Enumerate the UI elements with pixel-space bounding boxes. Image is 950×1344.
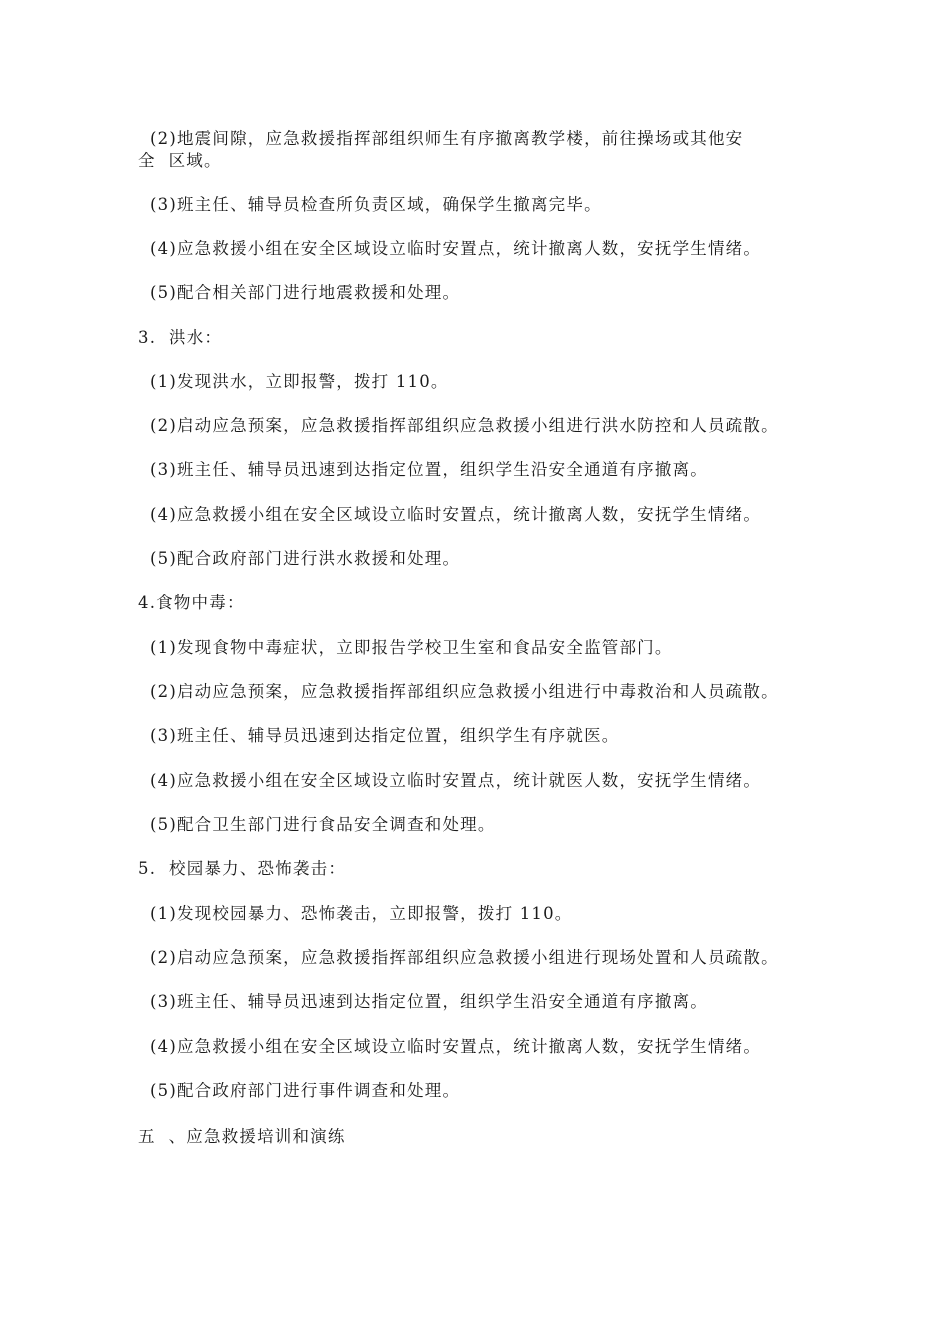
violence-item-1: (1)发现校园暴力、恐怖袭击，立即报警，拨打 110。 [150,904,573,923]
earthquake-item-2-line-2: 全 区域。 [138,151,222,170]
flood-heading: 3. 洪水： [138,328,223,347]
food-poisoning-item-5: (5)配合卫生部门进行食品安全调查和处理。 [150,815,496,834]
flood-item-3: (3)班主任、辅导员迅速到达指定位置，组织学生沿安全通道有序撤离。 [150,460,708,479]
flood-item-4: (4)应急救援小组在安全区域设立临时安置点，统计撤离人数，安抚学生情绪。 [150,505,762,524]
food-poisoning-item-4: (4)应急救援小组在安全区域设立临时安置点，统计就医人数，安抚学生情绪。 [150,771,762,790]
earthquake-item-5: (5)配合相关部门进行地震救援和处理。 [150,283,461,302]
earthquake-item-3: (3)班主任、辅导员检查所负责区域，确保学生撤离完毕。 [150,195,602,214]
food-poisoning-item-1: (1)发现食物中毒症状，立即报告学校卫生室和食品安全监管部门。 [150,638,673,657]
violence-item-4: (4)应急救援小组在安全区域设立临时安置点，统计撤离人数，安抚学生情绪。 [150,1037,762,1056]
section-five-heading: 五 、应急救援培训和演练 [138,1127,346,1146]
food-poisoning-heading: 4.食物中毒： [138,593,245,612]
earthquake-item-2-line-1: (2)地震间隙，应急救援指挥部组织师生有序撤离教学楼，前往操场或其他安 [150,129,744,148]
violence-item-5: (5)配合政府部门进行事件调查和处理。 [150,1081,461,1100]
flood-item-5: (5)配合政府部门进行洪水救援和处理。 [150,549,461,568]
violence-item-3: (3)班主任、辅导员迅速到达指定位置，组织学生沿安全通道有序撤离。 [150,992,708,1011]
violence-heading: 5. 校园暴力、恐怖袭击： [138,859,347,878]
food-poisoning-item-3: (3)班主任、辅导员迅速到达指定位置，组织学生有序就医。 [150,726,620,745]
flood-item-2: (2)启动应急预案，应急救援指挥部组织应急救援小组进行洪水防控和人员疏散。 [150,416,779,435]
flood-item-1: (1)发现洪水，立即报警，拨打 110。 [150,372,449,391]
violence-item-2: (2)启动应急预案，应急救援指挥部组织应急救援小组进行现场处置和人员疏散。 [150,948,779,967]
earthquake-item-4: (4)应急救援小组在安全区域设立临时安置点，统计撤离人数，安抚学生情绪。 [150,239,762,258]
food-poisoning-item-2: (2)启动应急预案，应急救援指挥部组织应急救援小组进行中毒救治和人员疏散。 [150,682,779,701]
